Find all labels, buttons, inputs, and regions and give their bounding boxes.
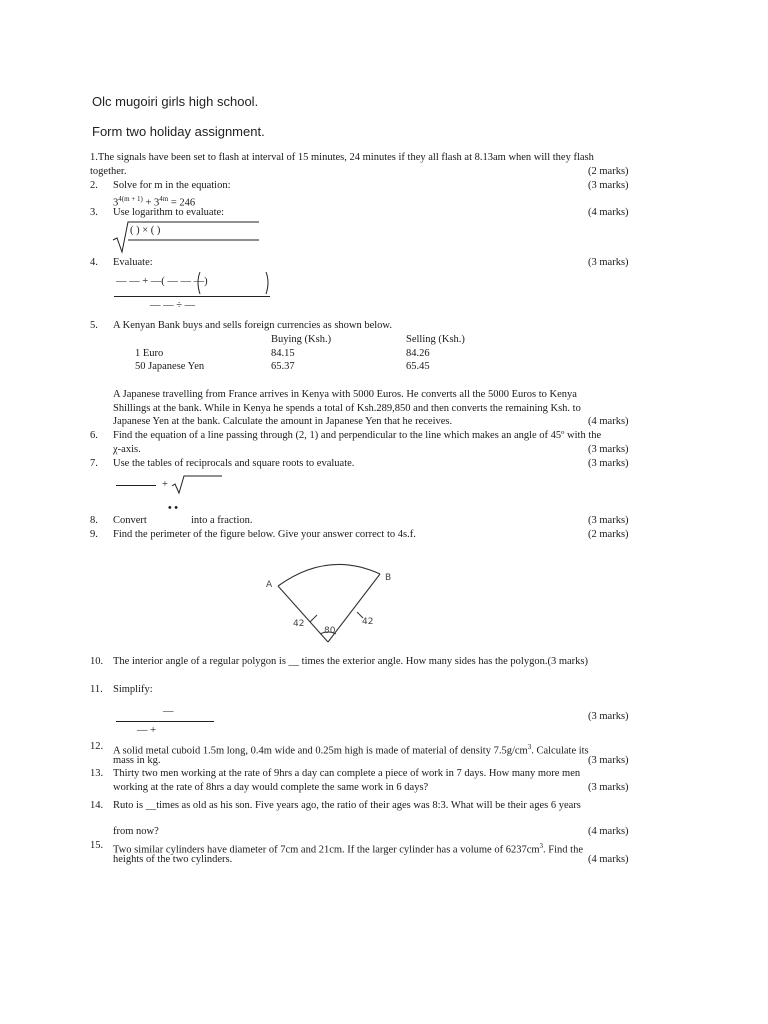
q9-number: 9. (90, 529, 98, 540)
q3-number: 3. (90, 207, 98, 218)
q2-eq-exp1: 4(m + 1) (118, 195, 143, 203)
q12-text-line2: mass in kg. (113, 755, 161, 766)
q2-eq-base: 3 (113, 197, 119, 209)
q6-text-line2: χ-axis. (113, 444, 141, 455)
q5-row1-buying: 84.15 (271, 348, 295, 359)
q10-text-part1: The interior angle of a regular polygon is (113, 656, 286, 667)
q10-number: 10. (90, 656, 104, 667)
q10-text-part2: times the exterior angle. How many sides has the polygon.(3 marks) (301, 656, 589, 667)
q4-marks: (3 marks) (588, 257, 629, 268)
q5-col-buying: Buying (Ksh.) (271, 334, 332, 345)
q12-number: 12. (90, 741, 104, 752)
q10-text (113, 656, 588, 668)
q14-text-line1 (113, 800, 581, 812)
q13-text-line1: Thirty two men working at the rate of 9hrs a day can complete a piece of work in 7 days. How many more men (113, 768, 581, 779)
q9-label-b: B (385, 573, 392, 583)
q5-paragraph-line1: A Japanese travelling from France arrives in Kenya with 5000 Euros. He converts all the 5000 Euros to Kenya (113, 389, 577, 400)
q15-text-line2: heights of the two cylinders. (113, 854, 233, 865)
q1-text-line2: together. (90, 166, 127, 177)
q1-text-line1: 1.The signals have been set to flash at interval of 15 minutes, 24 minutes if they all flash at 8.13am when will they flash (90, 152, 594, 163)
q8-marks: (3 marks) (588, 515, 629, 526)
q13-marks: (3 marks) (588, 782, 629, 793)
q2-eq-rest: = 246 (170, 197, 196, 209)
q6-text-line1: Find the equation of a line passing through (2, 1) and perpendicular to the line which makes an angle of 45º with the (113, 430, 602, 441)
q2-marks: (3 marks) (588, 180, 629, 191)
q5-col-selling: Selling (Ksh.) (406, 334, 465, 345)
q8-text-part2: into a fraction. (191, 515, 253, 526)
q2-text: Solve for m in the equation: (113, 180, 231, 191)
q11-bottom-expression: — + (137, 725, 157, 736)
q9-label-angle: 80 (324, 626, 336, 636)
q7-marks: (3 marks) (588, 458, 629, 469)
q2-number: 2. (90, 180, 98, 191)
q5-marks: (4 marks) (588, 416, 629, 427)
q6-marks: (3 marks) (588, 444, 629, 455)
q15-number: 15. (90, 840, 104, 851)
q5-paragraph-line3: Japanese Yen at the bank. Calculate the amount in Japanese Yen that he receives. (113, 416, 453, 427)
q11-fraction-bar (116, 721, 214, 722)
q7-plus: + (162, 479, 168, 490)
q14-marks: (4 marks) (588, 826, 629, 837)
q14-text-part1: Ruto is (113, 800, 144, 811)
q9-text: Find the perimeter of the figure below. Give your answer correct to 4s.f. (113, 529, 416, 540)
q3-text: Use logarithm to evaluate: (113, 207, 225, 218)
q8-text-part1: Convert (113, 515, 147, 526)
assignment-title: Form two holiday assignment. (92, 124, 265, 139)
q8-number: 8. (90, 515, 98, 526)
q11-marks: (3 marks) (588, 711, 629, 722)
q15-text-main: Two similar cylinders have diameter of 7cm and 21cm. If the larger cylinder has a volume of 6237cm (113, 844, 540, 856)
q4-text: Evaluate: (113, 257, 153, 268)
q5-row1-currency: 1 Euro (135, 348, 164, 359)
q4-bottom-expression: — — ÷ — (150, 300, 196, 311)
q13-text-line2: working at the rate of 8hrs a day would complete the same work in 6 days? (113, 782, 429, 793)
q11-number: 11. (90, 684, 103, 695)
q9-label-a: A (266, 580, 273, 590)
q5-number: 5. (90, 320, 98, 331)
q14-text-line2: from now? (113, 826, 159, 837)
q12-text-main: A solid metal cuboid 1.5m long, 0.4m wide and 0.25m high is made of material of density 7.5g/cm (113, 745, 528, 757)
q1-marks: (2 marks) (588, 166, 629, 177)
q12-text-tail: . Calculate its (531, 745, 589, 757)
q4-bracket-group (196, 270, 272, 296)
q7-number: 7. (90, 458, 98, 469)
q5-row2-selling: 65.45 (406, 361, 430, 372)
q14-text-part2: times as old as his son. Five years ago, the ratio of their ages was 8:3. What will be their ages 6 years (156, 800, 581, 811)
q15-text-tail: . Find the (543, 844, 583, 856)
q3-marks: (4 marks) (588, 207, 629, 218)
q4-fraction-bar (114, 296, 270, 297)
q6-number: 6. (90, 430, 98, 441)
q12-marks: (3 marks) (588, 755, 629, 766)
q15-superscript: 3 (539, 842, 544, 850)
q12-superscript: 3 (527, 743, 532, 751)
q9-label-right-radius: 42 (362, 617, 374, 627)
q14-blank: __ (145, 800, 157, 811)
q2-eq-plus: + 3 (145, 197, 160, 209)
q5-row2-buying: 65.37 (271, 361, 295, 372)
q4-top-expression: — — + —( — — —) (116, 276, 208, 287)
q5-row2-currency: 50 Japanese Yen (135, 361, 205, 372)
q9-label-left-radius: 42 (293, 619, 305, 629)
q7-text: Use the tables of reciprocals and square roots to evaluate. (113, 458, 355, 469)
q5-text: A Kenyan Bank buys and sells foreign currencies as shown below. (113, 320, 392, 331)
school-name: Olc mugoiri girls high school. (92, 94, 259, 109)
q12-text-line1 (113, 741, 589, 758)
q2-eq-exp2: 4m (159, 195, 169, 203)
q5-paragraph-line2: Shillings at the bank. While in Kenya he spends a total of Ksh.289,850 and then converts the remaining Ksh. to (113, 403, 581, 414)
q11-top-expression: — (163, 706, 174, 717)
q10-blank: __ (288, 656, 300, 667)
q7-fraction-bar (116, 485, 156, 486)
q13-number: 13. (90, 768, 104, 779)
q7-recurring-dots: • • (168, 503, 178, 514)
q5-row1-selling: 84.26 (406, 348, 430, 359)
q9-marks: (2 marks) (588, 529, 629, 540)
q11-text: Simplify: (113, 684, 153, 695)
q7-radical-sign (172, 474, 224, 494)
q3-expression: ( ) × ( ) (130, 225, 161, 236)
q4-number: 4. (90, 257, 98, 268)
q15-marks: (4 marks) (588, 854, 629, 865)
q14-number: 14. (90, 800, 104, 811)
